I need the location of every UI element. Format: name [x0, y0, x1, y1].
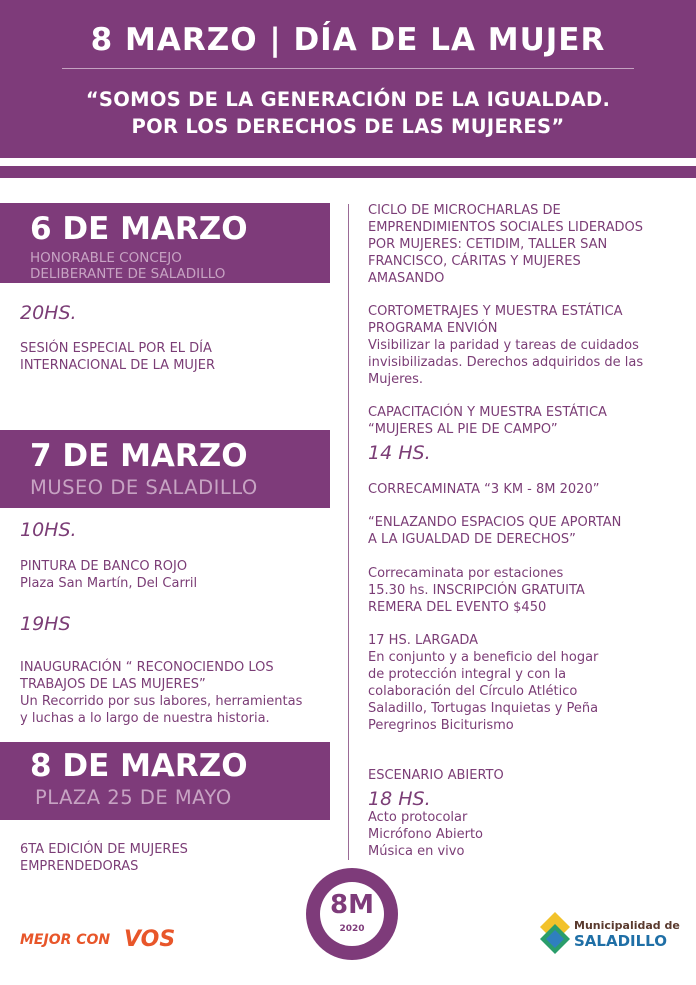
- day-7-event-2-line-2: TRABAJOS DE LAS MUJERES”: [20, 677, 206, 692]
- day-6-venue-line-1: HONORABLE CONCEJO: [30, 250, 182, 266]
- block-3-line-1: CAPACITACIÓN Y MUESTRA ESTÁTICA: [368, 405, 607, 420]
- day-7-title: 7 DE MARZO: [30, 438, 248, 474]
- day-7-venue: MUSEO DE SALADILLO: [30, 476, 258, 499]
- day-6-time: 20HS.: [20, 302, 77, 324]
- day-6-venue-line-2: DELIBERANTE DE SALADILLO: [30, 266, 226, 282]
- seal-center: [320, 882, 384, 946]
- block-5-line-2: A LA IGUALDAD DE DERECHOS”: [368, 532, 576, 547]
- block-1-line-3: POR MUJERES: CETIDIM, TALLER SAN: [368, 237, 608, 252]
- block-9-line-1: Acto protocolar: [368, 810, 468, 825]
- block-1-line-4: FRANCISCO, CÁRITAS Y MUJERES: [368, 254, 581, 269]
- quote-line-1: “SOMOS DE LA GENERACIÓN DE LA IGUALDAD.: [85, 88, 611, 111]
- day-7-event-1-line-2: Plaza San Martín, Del Carril: [20, 576, 198, 591]
- day-8-title: 8 DE MARZO: [30, 748, 248, 784]
- day-7-band: [0, 430, 330, 508]
- block-7-line-4: colaboración del Círculo Atlético: [368, 684, 578, 699]
- time-18hs: 18 HS.: [368, 788, 431, 810]
- block-9-line-3: Música en vivo: [368, 844, 465, 859]
- block-5-line-1: “ENLAZANDO ESPACIOS QUE APORTAN: [368, 515, 622, 530]
- block-6-line-2: 15.30 hs. INSCRIPCIÓN GRATUITA: [368, 583, 585, 598]
- municipalidad-emblem-icon: [538, 910, 572, 956]
- block-6-line-1: Correcaminata por estaciones: [368, 566, 564, 581]
- svg-text:MEJOR CON: MEJOR CON: [20, 932, 111, 948]
- time-14hs: 14 HS.: [368, 442, 431, 464]
- svg-text:VOS: VOS: [124, 927, 176, 952]
- day-6-event-line-1: SESIÓN ESPECIAL POR EL DÍA: [20, 341, 212, 356]
- day-8-event-line-2: EMPRENDEDORAS: [20, 859, 139, 874]
- quote-line-2: POR LOS DERECHOS DE LAS MUJERES”: [131, 115, 565, 138]
- municipalidad-logo: [538, 910, 688, 956]
- block-1-line-5: AMASANDO: [368, 271, 445, 286]
- day-7-event-2-line-4: y luchas a lo largo de nuestra historia.: [20, 711, 270, 726]
- day-7-time-2: 19HS: [20, 613, 71, 635]
- block-1-line-2: EMPRENDIMIENTOS SOCIALES LIDERADOS: [368, 220, 643, 235]
- day-8-venue: PLAZA 25 DE MAYO: [35, 786, 232, 809]
- block-8-line-1: ESCENARIO ABIERTO: [368, 768, 504, 783]
- block-9-line-2: Micrófono Abierto: [368, 827, 483, 842]
- day-7-event-2-line-1: INAUGURACIÓN “ RECONOCIENDO LOS: [20, 660, 274, 675]
- block-7-line-6: Peregrinos Biciturismo: [368, 718, 514, 733]
- day-8-band: [0, 742, 330, 820]
- header-divider: [62, 68, 634, 69]
- block-2-line-1: CORTOMETRAJES Y MUESTRA ESTÁTICA: [368, 304, 623, 319]
- header-stripe: [0, 166, 696, 178]
- block-7-line-2: En conjunto y a beneficio del hogar: [368, 650, 599, 665]
- block-3-line-2: “MUJERES AL PIE DE CAMPO”: [368, 422, 558, 437]
- block-6-line-3: REMERA DEL EVENTO $450: [368, 600, 547, 615]
- day-7-event-2-line-3: Un Recorrido por sus labores, herramientas: [20, 694, 303, 709]
- block-2-line-2: PROGRAMA ENVIÓN: [368, 321, 498, 336]
- page-title: 8 MARZO | DÍA DE LA MUJER: [90, 22, 606, 58]
- block-2-line-4: invisibilizadas. Derechos adquiridos de las: [368, 355, 644, 370]
- municipalidad-line-2: SALADILLO: [574, 932, 667, 950]
- mejor-con-vos-logo-graphic: [20, 920, 195, 954]
- mejor-con-vos-logo: [20, 920, 195, 954]
- 8m-2020-seal: [306, 868, 398, 960]
- block-4-line-1: CORRECAMINATA “3 KM - 8M 2020”: [368, 482, 600, 497]
- day-7-event-1-line-1: PINTURA DE BANCO ROJO: [20, 559, 188, 574]
- day-6-event-line-2: INTERNACIONAL DE LA MUJER: [20, 358, 216, 373]
- block-1-line-1: CICLO DE MICROCHARLAS DE: [368, 203, 561, 218]
- seal-8m-text: 8M: [330, 890, 374, 920]
- day-8-event-line-1: 6TA EDICIÓN DE MUJERES: [20, 842, 188, 857]
- day-7-time-1: 10HS.: [20, 519, 77, 541]
- block-2-line-5: Mujeres.: [368, 372, 424, 387]
- municipalidad-line-1: Municipalidad de: [574, 919, 680, 932]
- header-quote: [0, 86, 696, 140]
- day-6-title: 6 DE MARZO: [30, 211, 248, 247]
- block-7-line-3: de protección integral y con la: [368, 667, 567, 682]
- day-6-band: [0, 203, 330, 283]
- header-banner: [0, 0, 696, 158]
- block-7-line-5: Saladillo, Tortugas Inquietas y Peña: [368, 701, 599, 716]
- block-2-line-3: Visibilizar la paridad y tareas de cuidados: [368, 338, 639, 353]
- block-7-line-1: 17 HS. LARGADA: [368, 633, 479, 648]
- column-divider: [348, 204, 349, 860]
- seal-year-text: 2020: [339, 924, 365, 934]
